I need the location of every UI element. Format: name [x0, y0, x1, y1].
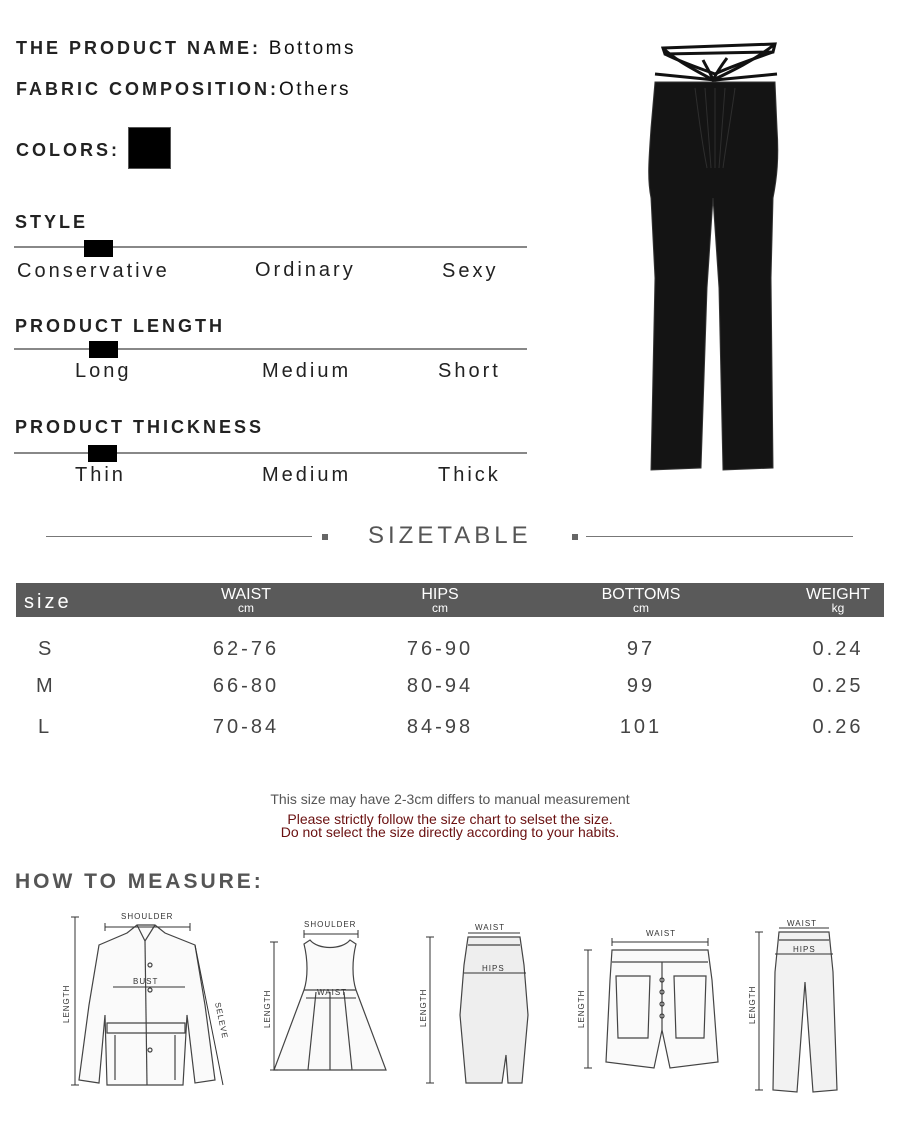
fabric-value: Others [279, 79, 352, 100]
thickness-option-thick: Thick [438, 464, 501, 486]
thickness-option-thin: Thin [75, 464, 126, 486]
fabric-line [16, 79, 351, 101]
dress-waist-label: WAIST [317, 988, 348, 997]
sizetable-right-dot [572, 534, 578, 540]
sizetable-right-rule [586, 536, 853, 537]
style-option-ordinary: Ordinary [255, 259, 356, 281]
header-waist [196, 587, 296, 614]
table-row [16, 675, 884, 705]
header-weight-name: WEIGHT [806, 586, 870, 603]
table-row [16, 638, 884, 668]
skirt-length-label: LENGTH [419, 988, 428, 1027]
table-row [16, 716, 884, 746]
cell-bottoms: 97 [626, 638, 656, 660]
header-waist-name: WAIST [220, 586, 272, 603]
header-bottoms-name: BOTTOMS [601, 586, 681, 603]
length-title: PRODUCT LENGTH [15, 316, 225, 336]
colors-line [16, 140, 120, 162]
cell-waist: 62-76 [212, 638, 280, 660]
pants-hips-label: HIPS [793, 945, 816, 954]
header-weight [788, 587, 888, 614]
cell-hips: 84-98 [406, 716, 474, 738]
size-table-header [16, 583, 884, 617]
pants-diagram [745, 912, 855, 1097]
fabric-label: FABRIC COMPOSITION: [16, 79, 279, 99]
length-option-short: Short [438, 360, 501, 382]
cell-waist: 66-80 [212, 675, 280, 697]
cell-hips: 80-94 [406, 675, 474, 697]
skirt-diagram [410, 915, 540, 1090]
thickness-marker [88, 445, 117, 462]
style-marker [84, 240, 113, 257]
cell-size: S [38, 638, 55, 660]
pants-length-label: LENGTH [748, 985, 757, 1024]
dress-shoulder-label: SHOULDER [304, 920, 357, 929]
header-bottoms [586, 587, 696, 614]
cell-bottoms: 101 [619, 716, 663, 738]
header-bottoms-unit: cm [633, 601, 649, 615]
sizetable-left-dot [322, 534, 328, 540]
jacket-bust-label: BUST [133, 977, 159, 986]
cell-hips: 76-90 [406, 638, 474, 660]
sizetable-left-rule [46, 536, 312, 537]
style-option-sexy: Sexy [442, 260, 499, 282]
how-to-measure-title: HOW TO MEASURE: [15, 870, 264, 893]
skirt-hips-label: HIPS [482, 964, 505, 973]
length-option-medium: Medium [262, 360, 352, 382]
cell-waist: 70-84 [212, 716, 280, 738]
pants-waist-label: WAIST [787, 919, 818, 928]
header-weight-unit: kg [831, 601, 845, 615]
product-name-value: Bottoms [268, 38, 356, 59]
header-size: size [24, 591, 72, 613]
dress-diagram [260, 910, 400, 1085]
skirt-waist-label: WAIST [475, 923, 506, 932]
header-hips [390, 587, 490, 614]
cell-size: L [38, 716, 53, 738]
cell-weight: 0.24 [812, 638, 864, 660]
product-name-line [16, 38, 356, 60]
cell-weight: 0.25 [812, 675, 864, 697]
header-hips-unit: cm [432, 601, 448, 615]
product-name-label: THE PRODUCT NAME: [16, 38, 261, 58]
style-title: STYLE [15, 212, 89, 232]
note-follow-chart: Please strictly follow the size chart to selset the size. [287, 811, 613, 827]
colors-label: COLORS: [16, 140, 120, 160]
length-option-long: Long [75, 360, 132, 382]
cell-weight: 0.26 [812, 716, 864, 738]
jacket-length-label: LENGTH [62, 984, 71, 1023]
jacket-sleeve-label: SELEVE [213, 1001, 230, 1040]
note-habits: Do not select the size directly according to your habits. [280, 824, 620, 840]
note-measurement: This size may have 2-3cm differs to manual measurement [270, 791, 630, 807]
thickness-title: PRODUCT THICKNESS [15, 417, 265, 437]
header-waist-unit: cm [238, 601, 254, 615]
cell-bottoms: 99 [626, 675, 656, 697]
product-photo-pants [615, 38, 805, 478]
jacket-diagram [55, 905, 235, 1095]
color-swatch-black[interactable] [128, 127, 171, 169]
cell-size: M [36, 675, 56, 697]
shorts-length-label: LENGTH [577, 989, 586, 1028]
jacket-shoulder-label: SHOULDER [121, 912, 174, 921]
dress-length-label: LENGTH [263, 989, 272, 1028]
thickness-option-medium: Medium [262, 464, 352, 486]
length-marker [89, 341, 118, 358]
sizetable-title: SIZETABLE [368, 522, 532, 549]
style-option-conservative: Conservative [17, 260, 170, 282]
shorts-waist-label: WAIST [646, 929, 677, 938]
shorts-diagram [570, 920, 730, 1080]
header-hips-name: HIPS [421, 586, 459, 603]
